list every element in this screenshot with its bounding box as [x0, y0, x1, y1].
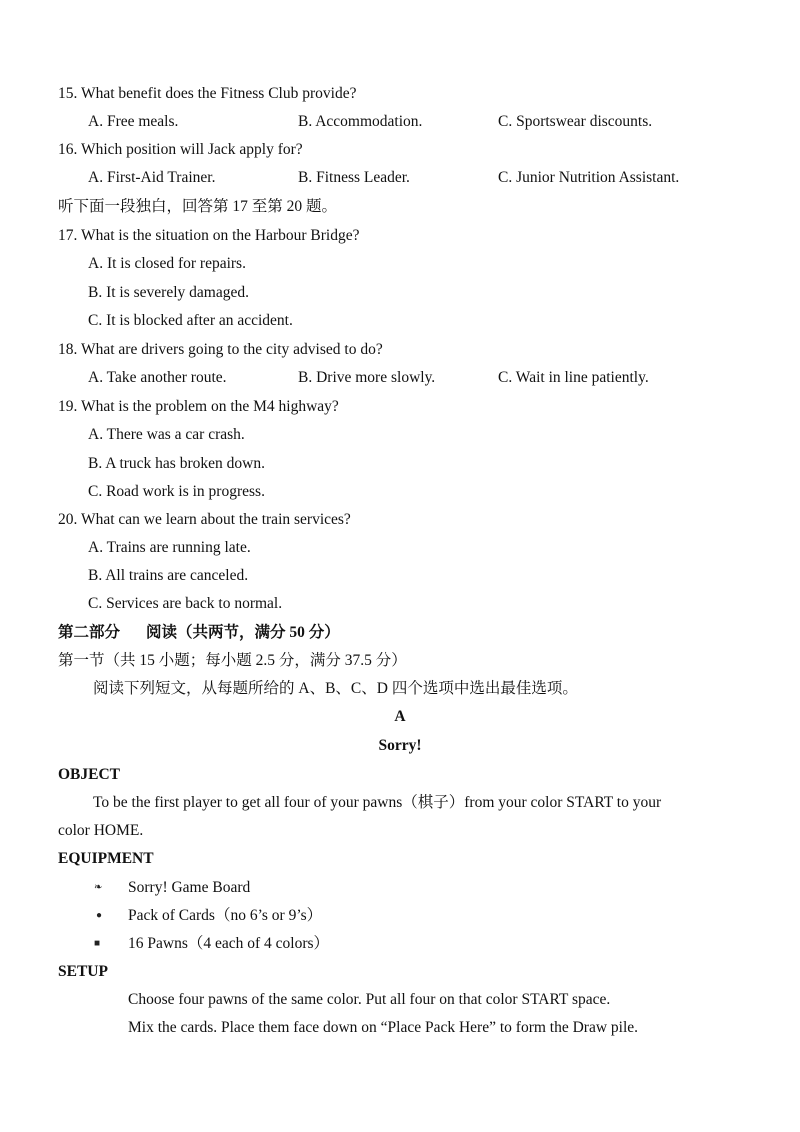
reading-instructions: 阅读下列短文，从每题所给的 A、B、C、D 四个选项中选出最佳选项。 [93, 680, 578, 697]
question-17-option-c: C. It is blocked after an accident. [88, 312, 293, 329]
question-20-option-a: A. Trains are running late. [88, 539, 251, 556]
question-20-option-c: C. Services are back to normal. [88, 595, 283, 612]
question-17-option-a: A. It is closed for repairs. [88, 255, 246, 272]
object-text-line-1: To be the first player to get all four of your pawns（棋子）from your color START to your [93, 794, 662, 811]
equipment-item: Sorry! Game Board [128, 879, 251, 896]
part-2-title: 第二部分 [58, 624, 121, 641]
question-17-option-b: B. It is severely damaged. [88, 284, 249, 301]
bullet-icon: ● [96, 910, 103, 921]
monologue-intro: 听下面一段独白，回答第 17 至第 20 题。 [58, 198, 338, 215]
question-19-option-a: A. There was a car crash. [88, 426, 245, 443]
question-15-stem: 15. What benefit does the Fitness Club provide? [58, 85, 357, 102]
question-17-stem: 17. What is the situation on the Harbour Bridge? [58, 227, 360, 244]
question-16-option-a: A. First-Aid Trainer. [88, 169, 216, 186]
question-19-stem: 19. What is the problem on the M4 highway? [58, 398, 339, 415]
question-15-option-b: B. Accommodation. [298, 113, 423, 130]
question-20-stem: 20. What can we learn about the train services? [58, 511, 351, 528]
question-18-option-c: C. Wait in line patiently. [498, 369, 649, 386]
equipment-heading: EQUIPMENT [58, 850, 154, 867]
setup-text-line-2: Mix the cards. Place them face down on “Place Pack Here” to form the Draw pile. [128, 1019, 639, 1036]
passage-title: Sorry! [378, 737, 422, 754]
question-19-option-b: B. A truck has broken down. [88, 455, 265, 472]
passage-letter: A [394, 708, 406, 725]
section-1-heading: 第一节（共 15 小题；每小题 2.5 分，满分 37.5 分） [58, 652, 407, 669]
setup-heading: SETUP [58, 963, 108, 980]
question-15-option-c: C. Sportswear discounts. [498, 113, 653, 130]
question-20-option-b: B. All trains are canceled. [88, 567, 249, 584]
question-18-stem: 18. What are drivers going to the city advised to do? [58, 341, 383, 358]
bullet-icon: ❧ [94, 882, 103, 893]
question-16-option-c: C. Junior Nutrition Assistant. [498, 169, 680, 186]
equipment-item: Pack of Cards（no 6’s or 9’s） [128, 907, 323, 924]
question-15-option-a: A. Free meals. [88, 113, 179, 130]
object-text-line-2: color HOME. [58, 822, 144, 839]
pawn-bullet-icon: ■ [94, 938, 101, 949]
part-2-subtitle: 阅读（共两节，满分 50 分） [146, 624, 340, 641]
question-18-option-b: B. Drive more slowly. [298, 369, 436, 386]
question-18-option-a: A. Take another route. [88, 369, 227, 386]
equipment-item: 16 Pawns（4 each of 4 colors） [128, 935, 330, 952]
object-heading: OBJECT [58, 766, 121, 783]
question-16-stem: 16. Which position will Jack apply for? [58, 141, 303, 158]
question-16-option-b: B. Fitness Leader. [298, 169, 410, 186]
question-19-option-c: C. Road work is in progress. [88, 483, 265, 500]
setup-text-line-1: Choose four pawns of the same color. Put all four on that color START space. [128, 991, 611, 1008]
